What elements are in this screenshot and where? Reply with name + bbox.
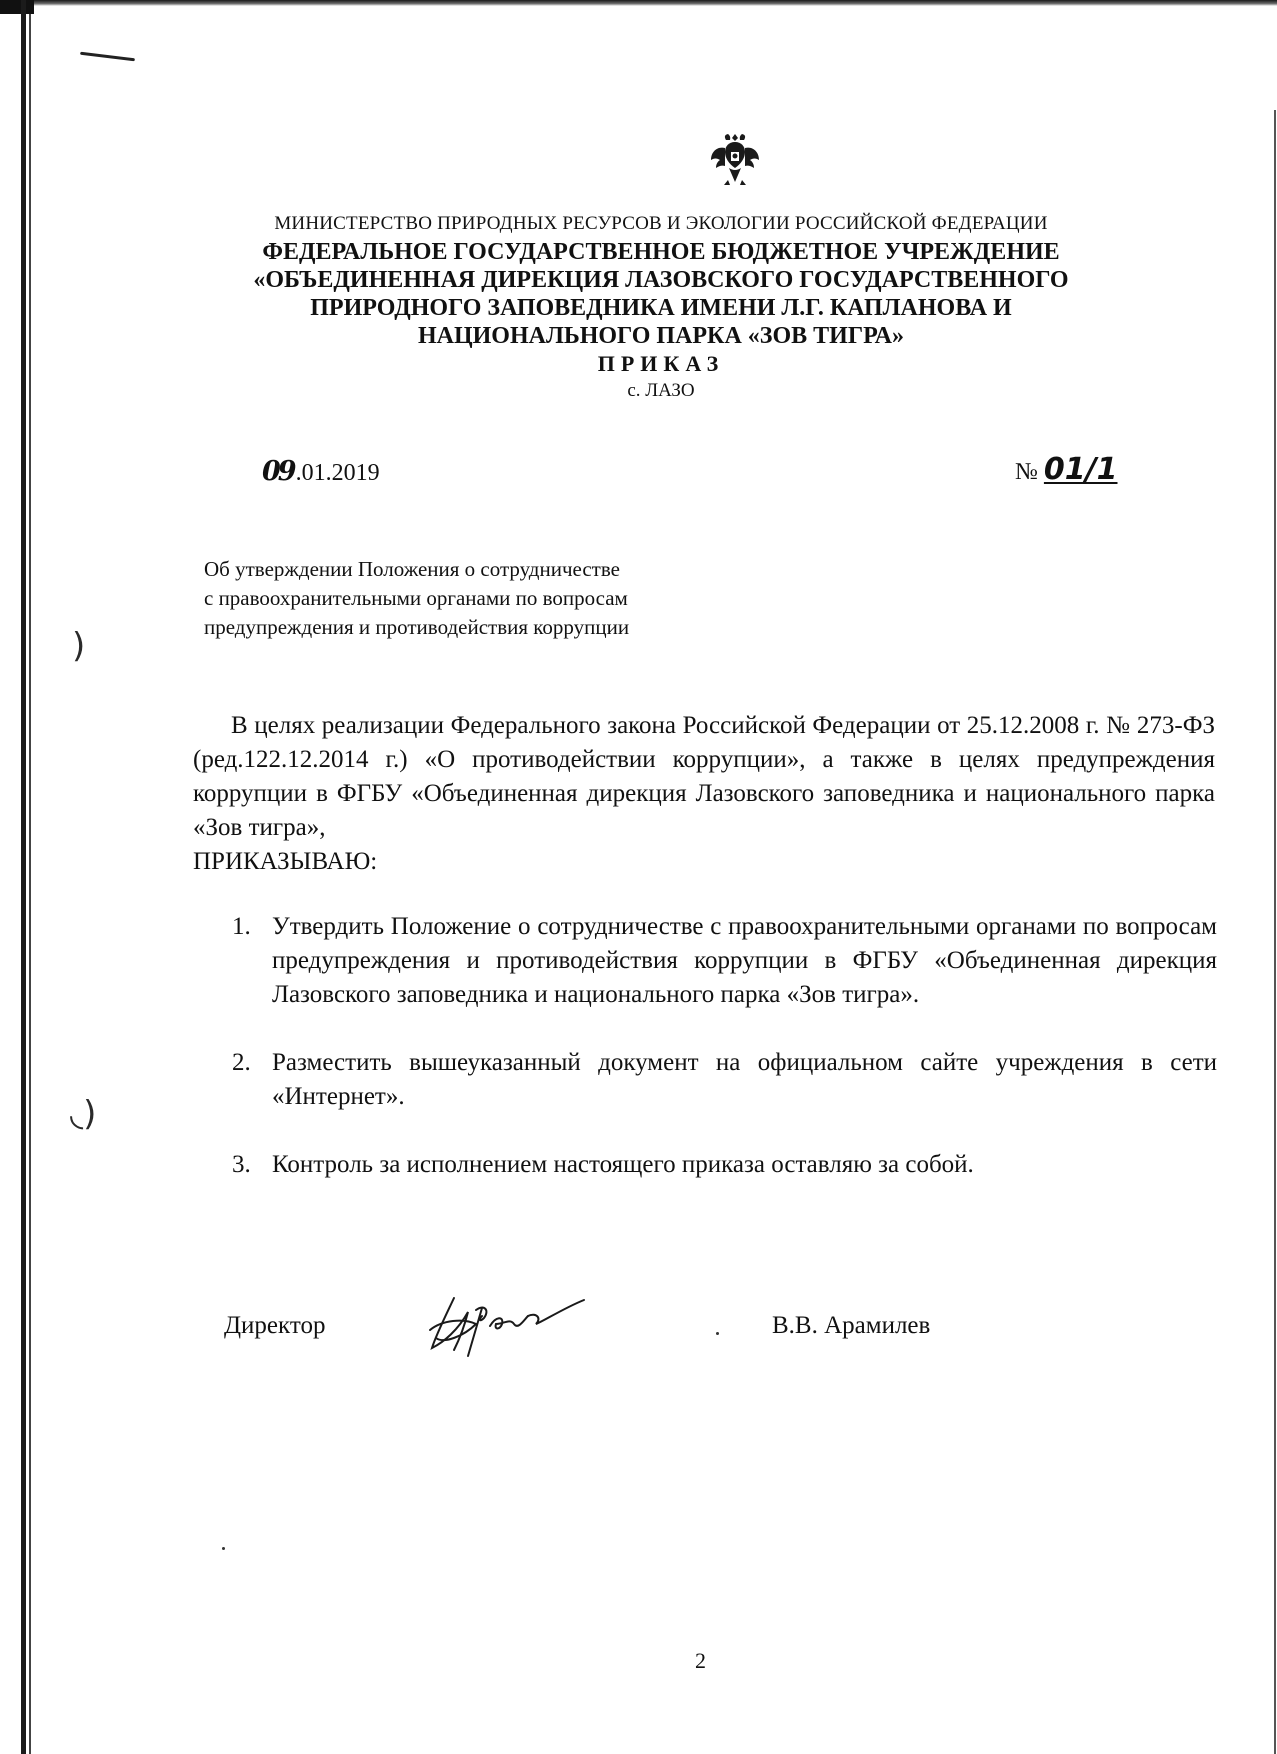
order-item-number: 2. — [232, 1049, 251, 1076]
order-item-text: Утвердить Положение о сотрудничестве с правоохранительными органами по вопросам предупреждения и противодействия коррупции в ФГБУ «Объединенная дирекция Лазовского заповедника и национального парка «Зов тигра». — [272, 913, 1217, 1008]
subject-line: предупреждения и противодействия коррупции — [204, 615, 630, 639]
order-item-number: 1. — [232, 913, 251, 940]
scan-top-edge — [0, 0, 1277, 6]
order-date — [262, 456, 380, 487]
order-item-text: Разместить вышеуказанный документ на официальном сайте учреждения в сети «Интернет». — [272, 1049, 1217, 1110]
handwritten-signature-icon — [424, 1290, 594, 1360]
preamble-text: В целях реализации Федерального закона Российской Федерации от 25.12.2008 г. № 273-ФЗ (ред.122.12.2014 г.) «О противодействии коррупции», а также в целях предупреждения коррупции в ФГБУ «Объединенная дирекция Лазовского заповедника и национального парка «Зов тигра», — [193, 712, 1215, 841]
page-number: 2 — [695, 1648, 706, 1673]
order-items-list — [232, 910, 1217, 1216]
order-item — [232, 1046, 1217, 1114]
ministry-name: МИНИСТЕРСТВО ПРИРОДНЫХ РЕСУРСОВ И ЭКОЛОГИИ РОССИЙСКОЙ ФЕДЕРАЦИИ — [274, 213, 1048, 234]
signatory-name: В.В. Арамилев — [772, 1312, 931, 1339]
punch-hole-mark: ) — [72, 626, 86, 666]
russian-coat-of-arms-icon — [706, 130, 764, 188]
document-header — [0, 210, 1277, 404]
printed-date: .01.2019 — [295, 460, 380, 486]
handwritten-day: 09 — [262, 456, 294, 487]
issue-place: с. ЛАЗО — [627, 380, 695, 401]
signatory-position: Директор — [224, 1312, 326, 1339]
subject-line: Об утверждении Положения о сотрудничестве — [204, 557, 620, 581]
order-item-number: 3. — [232, 1151, 251, 1178]
organization-name-line: «ОБЪЕДИНЕННАЯ ДИРЕКЦИЯ ЛАЗОВСКОГО ГОСУДАРСТВЕННОГО — [253, 267, 1069, 293]
directive-word: ПРИКАЗЫВАЮ: — [193, 848, 378, 875]
order-item-text: Контроль за исполнением настоящего приказа оставляю за собой. — [272, 1151, 974, 1178]
organization-name-line: НАЦИОНАЛЬНОГО ПАРКА «ЗОВ ТИГРА» — [417, 323, 905, 349]
punch-hole-mark: ◟) — [70, 1094, 97, 1134]
scan-speck — [222, 1547, 225, 1550]
order-subject — [204, 555, 629, 642]
order-number — [1015, 452, 1118, 487]
scan-speck — [716, 1332, 719, 1335]
order-preamble — [193, 709, 1215, 879]
scan-corner-shadow — [0, 0, 34, 14]
order-title: ПРИКАЗ — [597, 351, 725, 376]
number-sign: № — [1015, 459, 1038, 485]
handwritten-number: 01/1 — [1043, 452, 1118, 487]
order-item — [232, 1148, 1217, 1182]
organization-name-line: ФЕДЕРАЛЬНОЕ ГОСУДАРСТВЕННОЕ БЮДЖЕТНОЕ УЧРЕЖДЕНИЕ — [262, 239, 1060, 265]
organization-name-line: ПРИРОДНОГО ЗАПОВЕДНИКА ИМЕНИ Л.Г. КАПЛАНОВА И — [310, 295, 1012, 321]
order-item — [232, 910, 1217, 1012]
subject-line: с правоохранительными органами по вопросам — [204, 586, 628, 610]
stray-pen-mark — [80, 52, 135, 62]
